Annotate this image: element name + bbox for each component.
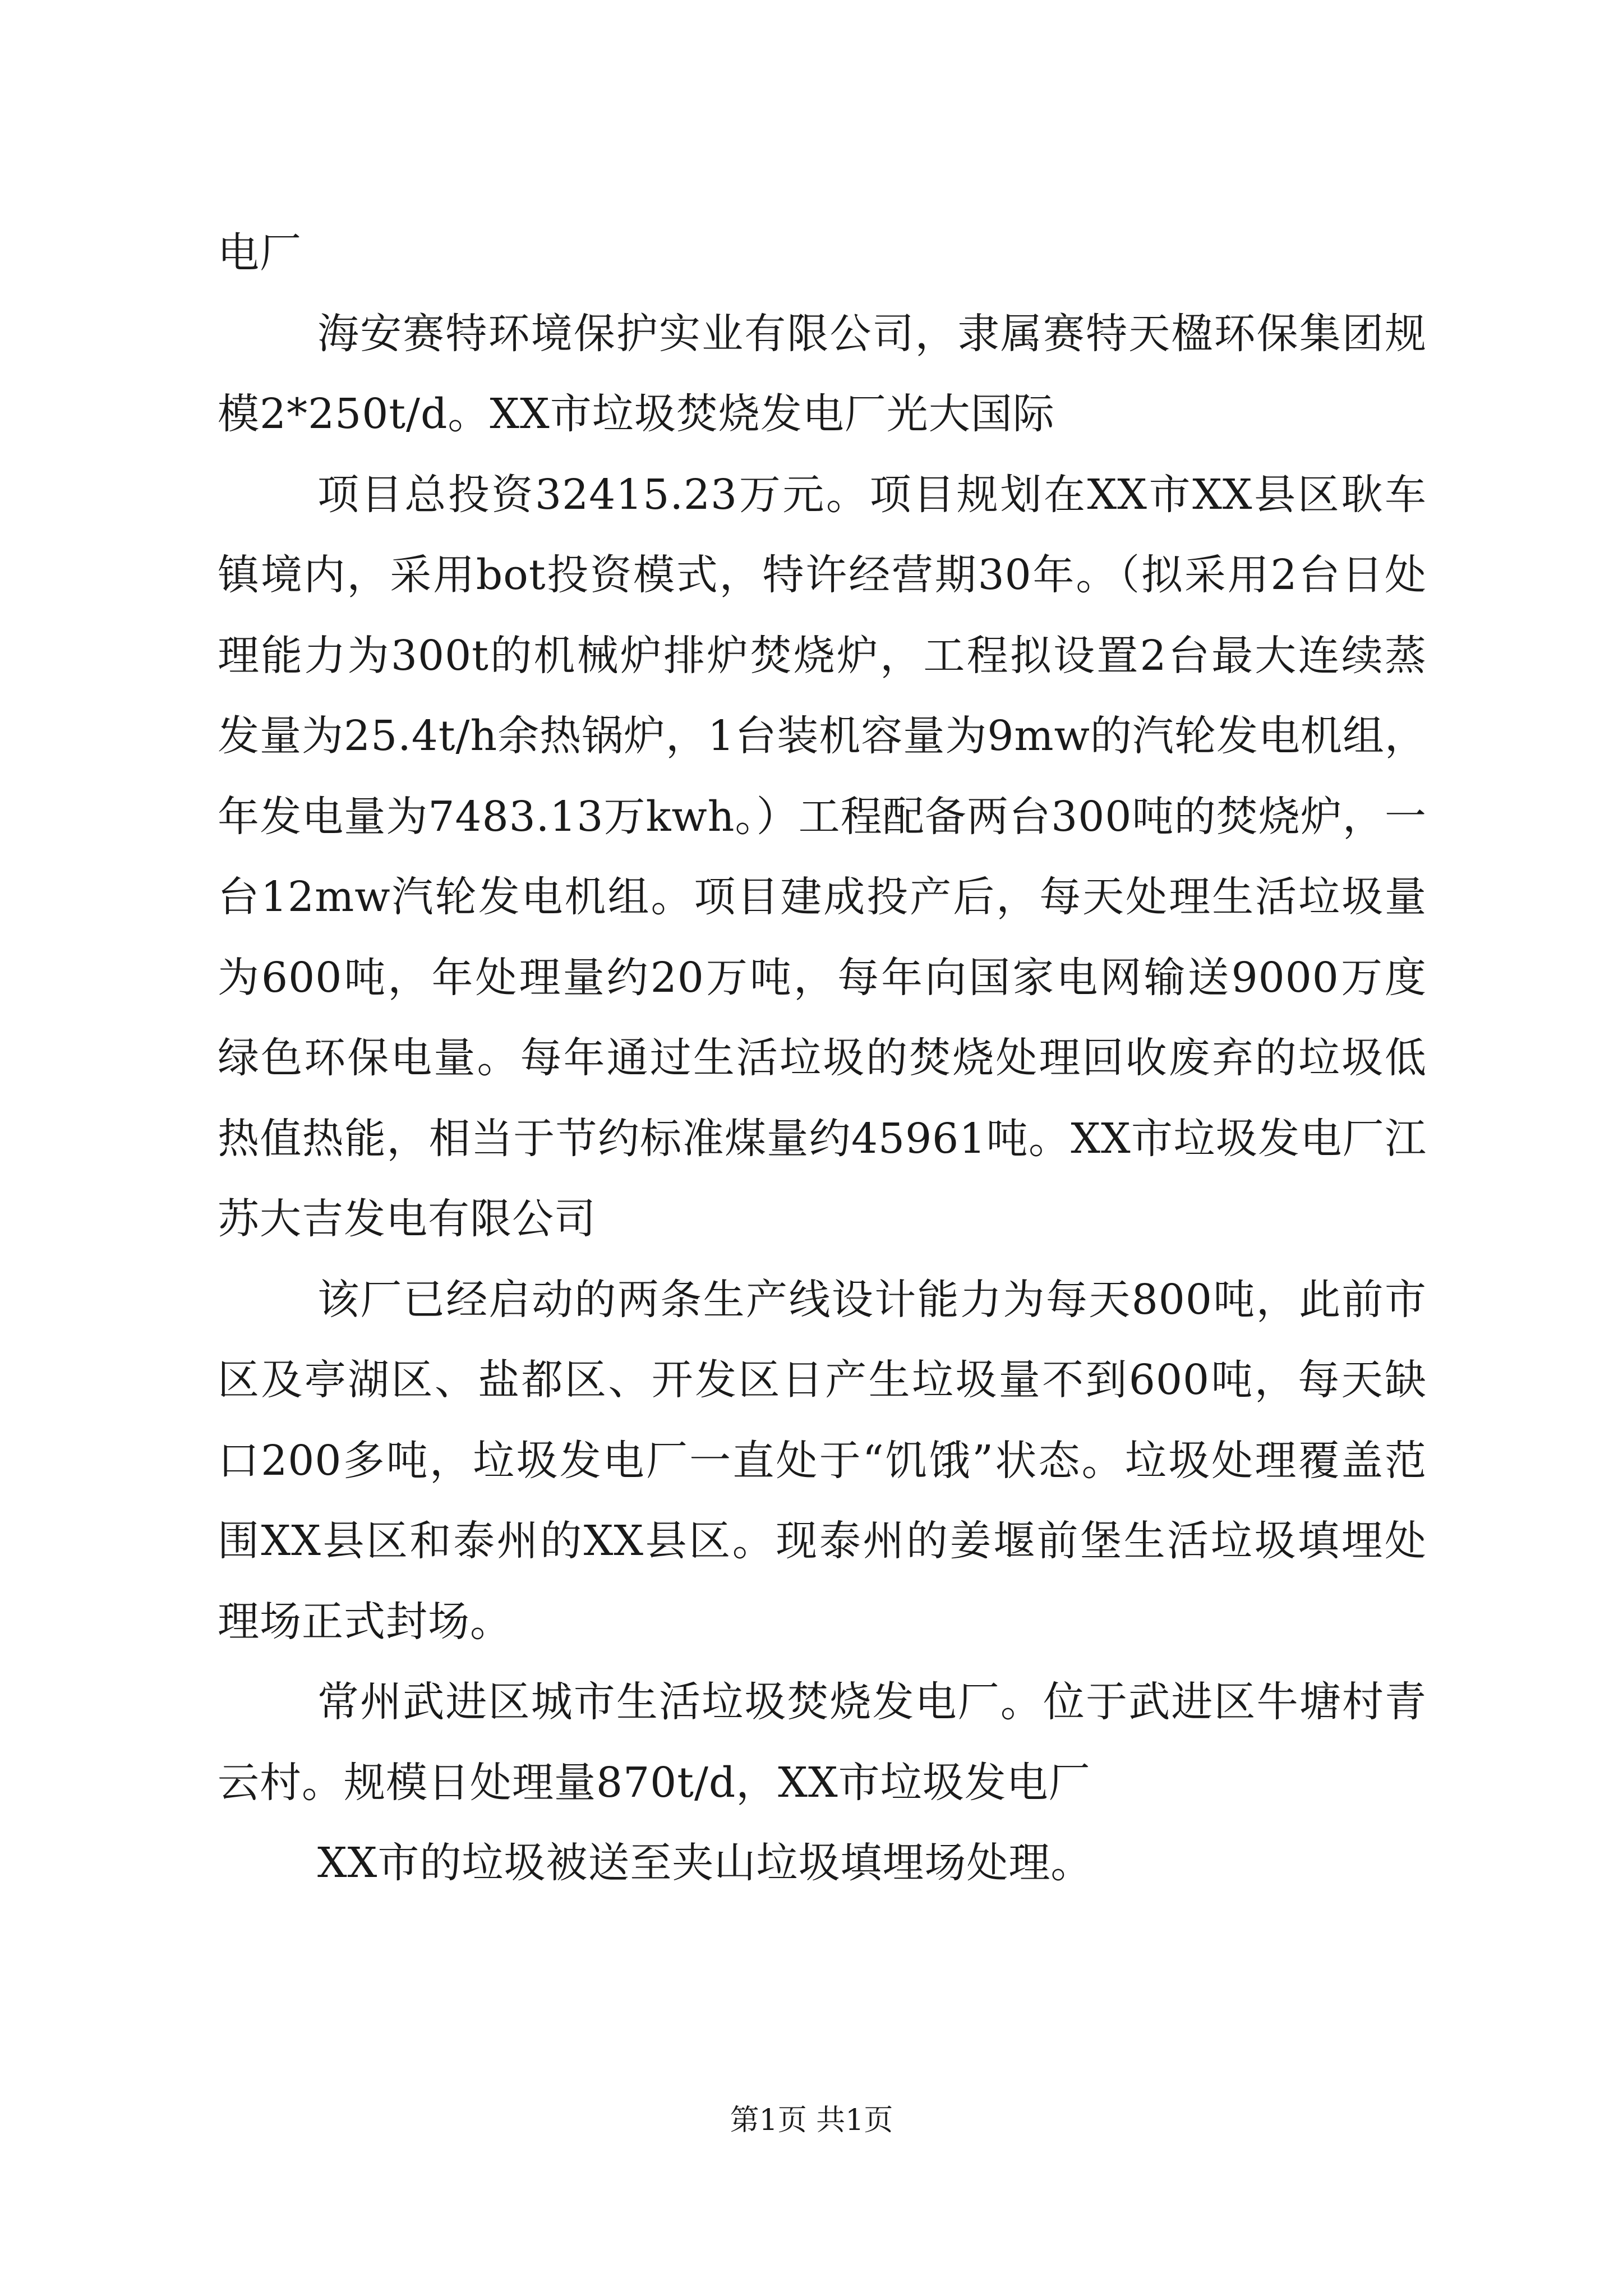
paragraph-project-investment: 项目总投资32415.23万元。项目规划在XX市XX县区耿车镇境内，采用bot投资模式，特许经营期30年。（拟采用2台日处理能力为300t的机械炉排炉焚烧炉，工程拟设置2台最大连续蒸发量为25.4t/h余热锅炉，1台装机容量为9mw的汽轮发电机组，年发电量为7483.13万kwh。）工程配备两台300吨的焚烧炉，一台12mw汽轮发电机组。项目建成投产后，每天处理生活垃圾量为600吨，年处理量约20万吨，每年向国家电网输送9000万度绿色环保电量。每年通过生活垃圾的焚烧处理回收废弃的垃圾低热值热能，相当于节约标准煤量约45961吨。XX市垃圾发电厂江苏大吉发电有限公司 <box>218 470 1427 1243</box>
paragraph-changzhou-plant: 常州武进区城市生活垃圾焚烧发电厂。位于武进区牛塘村青云村。规模日处理量870t/d，XX市垃圾发电厂 <box>218 1678 1427 1807</box>
page-number-footer: 第1页 共1页 <box>730 2104 893 2137</box>
paragraph-production-lines: 该厂已经启动的两条生产线设计能力为每天800吨，此前市区及亭湖区、盐都区、开发区日产生垃圾量不到600吨，每天缺口200多吨，垃圾发电厂一直处于“饥饿”状态。垃圾处理覆盖范围XX县区和泰州的XX县区。现泰州的姜堰前堡生活垃圾填埋处理场正式封场。 <box>218 1275 1427 1646</box>
paragraph-heading-fragment: 电厂 <box>218 229 302 277</box>
paragraph-haian-plant: 海安赛特环境保护实业有限公司，隶属赛特天楹环保集团规模2*250t/d。XX市垃圾焚烧发电厂光大国际 <box>218 309 1427 438</box>
document-body <box>218 213 1427 1904</box>
paragraph-landfill: XX市的垃圾被送至夹山垃圾填埋场处理。 <box>317 1839 1093 1887</box>
